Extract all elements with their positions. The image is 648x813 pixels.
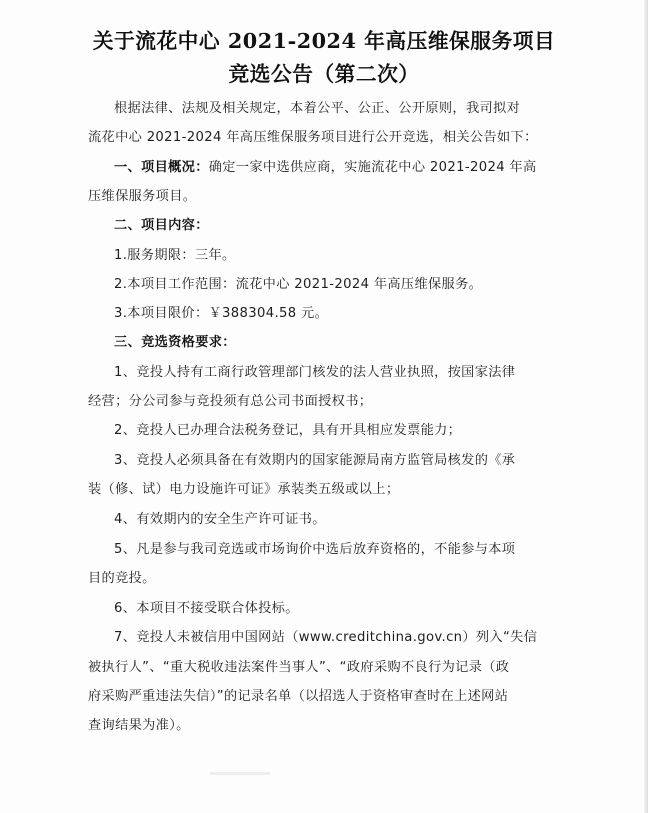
document-title-line-1: 关于流花中心 2021-2024 年高压维保服务项目 [92,29,556,53]
intro-line-1: 根据法律、法规及相关规定，本着公平、公正、公开原则，我司拟对 [114,101,521,116]
scan-artifact [210,772,270,775]
section2-item-1: 1.服务期限：三年。 [114,248,236,263]
requirement-1-line-1: 1、竞投人持有工商行政管理部门核发的法人营业执照，按国家法律 [114,365,516,380]
requirement-2-line-1: 2、竞投人已办理合法税务登记，具有开具相应发票能力； [114,423,462,438]
requirement-3-line-2: 装（修、试）电力设施许可证》承装类五级或以上； [88,482,400,497]
section2-item-2: 2.本项目工作范围：流花中心 2021-2024 年高压维保服务。 [114,277,483,292]
section1-line-1 [114,156,537,175]
section1-text-2: 压维保服务项目。 [88,189,197,204]
section1-text-1: 确定一家中选供应商，实施流花中心 2021-2024 年高 [208,160,537,175]
document-title-line-2: 竞选公告（第二次） [228,62,420,86]
requirement-6-line-1: 6、本项目不接受联合体投标。 [114,601,299,616]
requirement-7-line-1: 7、竞投人未被信用中国网站（www.creditchina.gov.cn）列入“失信 [114,630,538,645]
requirement-3-line-1: 3、竞投人必须具备在有效期内的国家能源局南方监管局核发的《承 [114,453,516,468]
requirement-7-line-3: 府采购严重违法失信）”的记录名单（以招选人于资格审查时在上述网站 [88,689,509,704]
scan-edge [644,0,648,813]
section2-heading: 二、项目内容： [114,218,209,233]
section3-heading: 三、竞选资格要求： [114,335,236,350]
requirement-5-line-1: 5、凡是参与我司竞选或市场询价中选后放弃资格的，不能参与本项 [114,542,516,557]
requirement-7-line-2: 被执行人”、“重大税收违法案件当事人”、“政府采购不良行为记录（政 [88,660,510,675]
intro-line-2: 流花中心 2021-2024 年高压维保服务项目进行公开竞选，相关公告如下： [88,130,538,145]
requirement-7-line-4: 查询结果为准）。 [88,718,190,733]
section1-heading: 一、项目概况： [114,160,209,175]
requirement-1-line-2: 经营；分公司参与竞投须有总公司书面授权书； [88,394,373,409]
section2-item-3: 3.本项目限价：￥388304.58 元。 [114,306,329,321]
requirement-5-line-2: 目的竞投。 [88,571,156,586]
requirement-4-line-1: 4、有效期内的安全生产许可证书。 [114,512,326,527]
